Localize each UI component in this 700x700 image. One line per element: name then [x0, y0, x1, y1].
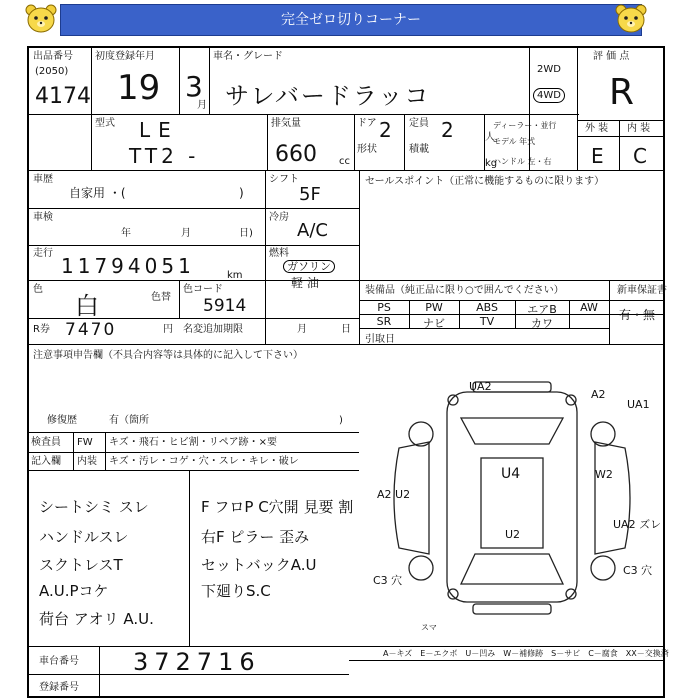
handle-label: ハンドル 左・右	[493, 157, 552, 166]
name-value: サレバードラッコ	[225, 82, 431, 110]
color-value: 白	[75, 292, 99, 320]
equip-abs: ABS	[476, 301, 498, 314]
color-no-label: 色替	[151, 292, 171, 303]
repair-close: )	[339, 415, 343, 426]
first-reg-month: 3	[185, 70, 203, 103]
car-damage-diagram	[369, 378, 665, 640]
interior-items: キズ・汚レ・コゲ・穴・スレ・キレ・破レ	[109, 456, 299, 467]
lot-label: 出品番号	[33, 51, 73, 62]
sales-point-label: セールスポイント（正常に機能するものに限ります）	[365, 176, 605, 187]
lot-number: 4174	[35, 84, 91, 109]
equip-navi: ナビ	[423, 317, 445, 330]
auction-sheet	[27, 46, 669, 698]
fuel-label: 燃料	[269, 248, 289, 259]
damage-mark: A2 U2	[377, 488, 411, 501]
damage-mark: スマ	[421, 623, 437, 632]
repair-value: 有（箇所	[109, 415, 149, 426]
damage-mark: C3 穴	[373, 574, 403, 587]
banner-title: 完全ゼロ切りコーナー	[60, 4, 642, 36]
mileage-value: 11794051	[61, 254, 195, 278]
inspection-year: 年	[121, 228, 131, 239]
damage-mark: U4	[501, 466, 521, 482]
model-label: 型式	[95, 118, 115, 129]
remark-line: A.U.Pコケ	[39, 582, 109, 600]
cc-unit: cc	[339, 156, 350, 167]
remark-line: 下廻りS.C	[201, 582, 271, 600]
inspector-label: 検査員	[31, 437, 61, 448]
lot-code: (2050)	[35, 66, 69, 77]
remark-line: 右F ピラー 歪み	[201, 528, 310, 546]
remark-line: F フロP C穴開 見要 割	[201, 498, 354, 516]
displacement-label: 排気量	[271, 118, 301, 129]
grade-value: R	[609, 72, 635, 113]
import-label: ディーラー・並行	[493, 121, 557, 130]
interior-label: 内 装	[627, 123, 651, 134]
fw-label: FW	[77, 437, 93, 448]
inspection-month: 月	[181, 228, 191, 239]
chassis-label: 車台番号	[39, 656, 79, 667]
grade-label: 評 価 点	[593, 51, 630, 62]
name-change-month: 月	[297, 324, 307, 335]
color-code-value: 5914	[203, 296, 247, 316]
fuel-diesel: 軽 油	[291, 276, 319, 290]
usage-value: 自家用 ・(	[69, 186, 126, 200]
equip-pw: PW	[425, 301, 443, 314]
warranty-value: 有・無	[619, 308, 656, 322]
bear-mascot-icon	[22, 3, 60, 35]
drive-2wd: 2WD	[537, 64, 561, 75]
drive-4wd: 4WD	[533, 88, 565, 103]
model-value-1: LE	[139, 118, 179, 142]
damage-mark: W2	[595, 468, 613, 481]
repair-label: 修復歴	[47, 415, 77, 426]
fuel-gasoline: ガソリン	[283, 260, 335, 273]
recycle-label: R券	[33, 324, 50, 335]
equip-aw: AW	[580, 301, 598, 314]
entry-label: 記入欄	[31, 456, 61, 467]
bear-mascot-icon	[612, 3, 650, 35]
reg-label: 登録番号	[39, 682, 79, 693]
shift-label: シフト	[269, 174, 299, 185]
recycle-value: 7470	[65, 320, 117, 340]
equip-leather: カワ	[531, 317, 553, 330]
mileage-label: 走行	[33, 248, 53, 259]
damage-mark: U2	[505, 528, 521, 541]
remark-line: スクトレスT	[39, 556, 123, 574]
fw-items: キズ・飛石・ヒビ割・リペア跡・×要	[109, 437, 277, 448]
remark-line: ハンドルスレ	[39, 528, 129, 546]
capacity-label: 定員	[409, 118, 429, 129]
damage-mark: C3 穴	[623, 564, 653, 577]
chassis-value: 372716	[133, 648, 261, 676]
damage-mark: UA2 ズレ	[613, 518, 662, 531]
equip-airbag: エアB	[527, 303, 557, 316]
ac-label: 冷房	[269, 212, 289, 223]
exterior-label: 外 装	[585, 123, 609, 134]
inspection-day: 日)	[239, 228, 253, 239]
load-label: 積載	[409, 144, 429, 155]
name-change-label: 名変追加期限	[183, 324, 243, 335]
name-change-day: 日	[341, 324, 351, 335]
shift-value: 5F	[299, 184, 321, 205]
header-bar	[0, 0, 700, 40]
remark-line: 荷台 アオリ A.U.	[39, 610, 154, 628]
exterior-value: E	[591, 144, 604, 168]
first-reg-year: 19	[117, 68, 161, 108]
equip-tv: TV	[479, 315, 495, 328]
shape-label: 形状	[357, 144, 377, 155]
remark-line: セットバックA.U	[201, 556, 317, 574]
damage-mark: UA1	[627, 398, 650, 411]
doors-label: ドア	[357, 118, 377, 129]
notes-label: 注意事項申告欄（不具合内容等は具体的に記入して下さい）	[33, 350, 303, 361]
interior-value: C	[633, 144, 647, 168]
inspection-label: 車検	[33, 212, 53, 223]
pickup-label: 引取日	[365, 334, 395, 345]
damage-legend: A－キズ E－エクボ U－凹み W－補修跡 S－サビ C－腐食 XX－交換済	[383, 649, 669, 658]
usage-close: )	[239, 186, 244, 200]
equipment-label: 装備品（純正品に限り○で囲んでください）	[365, 285, 564, 296]
km-unit: km	[227, 270, 243, 281]
name-label: 車名・グレード	[213, 51, 283, 62]
remark-line: シートシミ スレ	[39, 498, 149, 516]
interior-items-label: 内装	[77, 456, 97, 467]
usage-label: 車歴	[33, 174, 53, 185]
kg-unit: kg	[485, 158, 498, 169]
ac-value: A/C	[297, 220, 328, 241]
yen-unit: 円	[163, 324, 173, 335]
equip-ps: PS	[377, 301, 391, 314]
damage-mark: UA2	[469, 380, 492, 393]
doors-value: 2	[379, 118, 392, 142]
color-code-label: 色コード	[183, 284, 223, 295]
equip-sr: SR	[376, 315, 392, 328]
first-reg-label: 初度登録年月	[95, 51, 155, 62]
model-year-label: モデル 年式	[493, 137, 536, 146]
warranty-label: 新車保証書	[617, 285, 667, 296]
person-unit: 人	[485, 132, 495, 143]
month-unit: 月	[197, 100, 207, 111]
damage-mark: A2	[591, 388, 606, 401]
capacity-value: 2	[441, 118, 454, 142]
model-value-2: TT2 -	[129, 144, 200, 168]
displacement-value: 660	[275, 142, 317, 167]
color-label: 色	[33, 284, 43, 295]
